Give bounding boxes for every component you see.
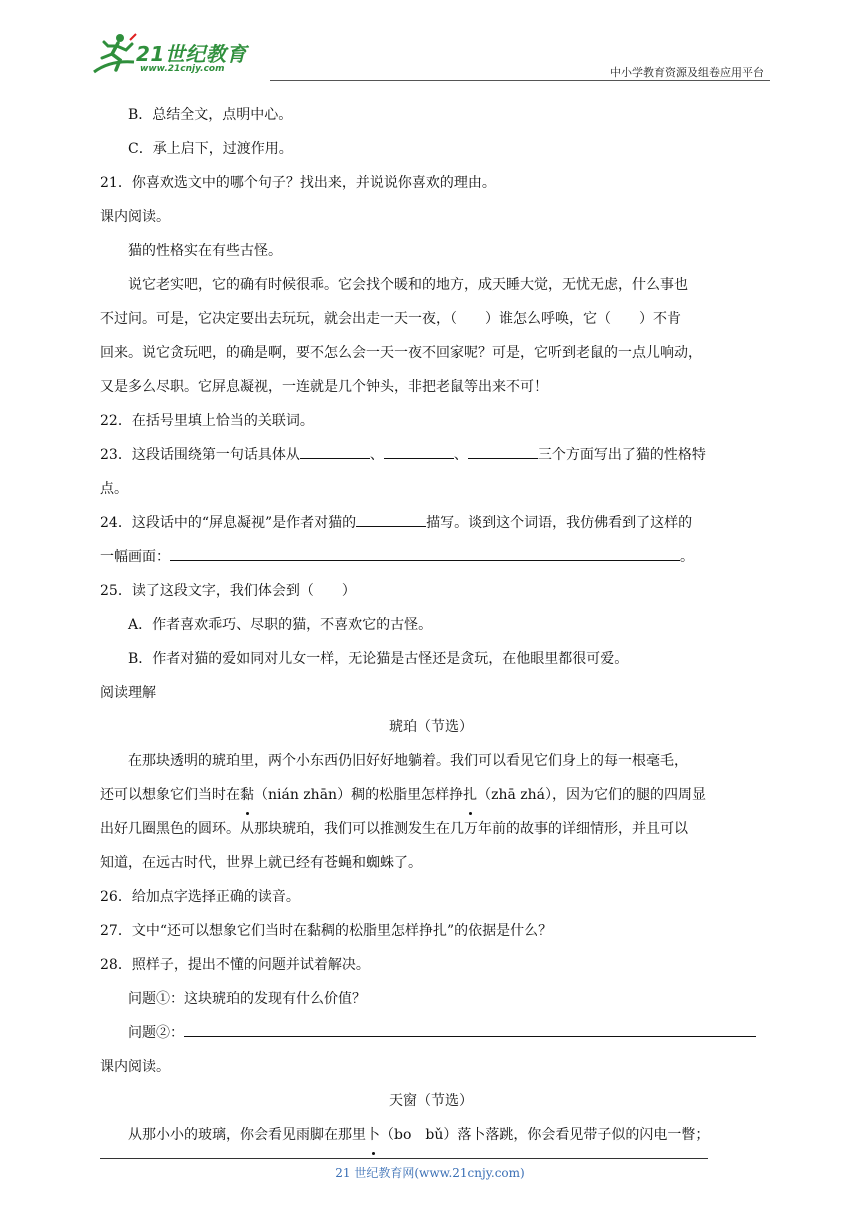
answer-blank[interactable] — [468, 440, 538, 459]
answer-blank[interactable] — [184, 1018, 756, 1037]
separator: 、 — [369, 447, 384, 463]
passage-line: 出好几圈黑色的圆环。从那块琥珀，我们可以推测发生在几万年前的故事的详细情形，并且可以 — [100, 821, 688, 837]
option-b-1: B．总结全文，点明中心。 — [128, 107, 293, 123]
passage-line: 说它老实吧，它的确有时候很乖。它会找个暖和的地方，成天睡大觉，无忧无虑，什么事也 — [128, 277, 688, 293]
question-21: 21．你喜欢选文中的哪个句子？找出来，并说说你喜欢的理由。 — [100, 175, 496, 191]
passage-text: （zhā zhá），因为它们的腿的四周显 — [477, 787, 707, 803]
question-23 — [100, 438, 762, 472]
logo-url: www.21cnjy.com — [140, 64, 225, 74]
passage-line: 在那块透明的琥珀里，两个小东西仍旧好好地躺着。我们可以看见它们身上的每一根毫毛， — [128, 753, 688, 769]
passage-text: 还可以想象它们当时在 — [100, 787, 240, 803]
passage-line: 又是多么尽职。它屏息凝视，一连就是几个钟头，非把老鼠等出来不可！ — [100, 379, 548, 395]
passage-line: 回来。说它贪玩吧，的确是啊，要不怎么会一天一夜不回家呢？可是，它听到老鼠的一点儿响动， — [100, 345, 702, 361]
question-24 — [100, 506, 762, 540]
site-logo — [90, 30, 260, 78]
question-24-text: 24．这段话中的“屏息凝视”是作者对猫的 — [100, 515, 357, 531]
period: 。 — [680, 549, 694, 565]
question-24-prompt: 一幅画面： — [100, 549, 170, 565]
example-question-1: 问题①：这块琥珀的发现有什么价值？ — [128, 991, 366, 1007]
separator: 、 — [453, 447, 468, 463]
page-footer: 21 世纪教育网(www.21cnjy.com) — [335, 1166, 525, 1180]
passage-line — [100, 778, 762, 812]
passage-line: 猫的性格实在有些古怪。 — [128, 243, 282, 259]
question-24-text-end: 描写。谈到这个词语，我仿佛看到了这样的 — [426, 515, 693, 531]
option-a-25: A．作者喜欢乖巧、尽职的猫，不喜欢它的古怪。 — [128, 617, 433, 633]
passage-title-skylight: 天窗（节选） — [389, 1093, 473, 1109]
dotted-char: 黏 — [240, 778, 254, 812]
answer-blank[interactable] — [356, 508, 426, 527]
platform-name: 中小学教育资源及组卷应用平台 — [610, 66, 764, 79]
passage-line: 不过问。可是，它决定要出去玩玩，就会出走一天一夜，（ ）谁怎么呼唤，它（ ）不肯 — [100, 311, 681, 327]
question-label: 问题②： — [128, 1025, 184, 1041]
answer-blank[interactable] — [384, 440, 454, 459]
answer-blank[interactable] — [300, 440, 370, 459]
passage-text: （nián zhān）稠的松脂里怎样挣 — [254, 787, 464, 803]
passage-title-amber: 琥珀（节选） — [389, 719, 473, 735]
passage-text: （bo bǔ）落卜落跳，你会看见带子似的闪电一瞥； — [380, 1127, 710, 1143]
question-27: 27．文中“还可以想象它们当时在黏稠的松脂里怎样挣扎”的依据是什么？ — [100, 923, 553, 939]
footer-rule — [100, 1158, 708, 1159]
question-23-cont: 点。 — [100, 481, 128, 497]
example-question-2 — [100, 1016, 762, 1050]
question-23-text: 23．这段话围绕第一句话具体从 — [100, 447, 300, 463]
dotted-char: 卜 — [366, 1118, 380, 1152]
passage-line — [100, 1118, 762, 1152]
runner-icon — [90, 32, 138, 76]
section-heading-2: 阅读理解 — [100, 685, 156, 701]
dotted-char: 扎 — [463, 778, 477, 812]
option-b-25: B．作者对猫的爱如同对儿女一样，无论猫是古怪还是贪玩，在他眼里都很可爱。 — [128, 651, 629, 667]
page-header — [90, 30, 770, 80]
question-28: 28．照样子，提出不懂的问题并试着解决。 — [100, 957, 370, 973]
question-23-text-end: 三个方面写出了猫的性格特 — [537, 447, 706, 463]
answer-blank[interactable] — [170, 542, 680, 561]
question-22: 22．在括号里填上恰当的关联词。 — [100, 413, 314, 429]
passage-line: 知道，在远古时代，世界上就已经有苍蝇和蜘蛛了。 — [100, 855, 422, 871]
logo-title: 21世纪教育 — [136, 42, 247, 66]
section-heading-1: 课内阅读。 — [100, 209, 170, 225]
document-body — [100, 98, 762, 1152]
option-c-1: C．承上启下，过渡作用。 — [128, 141, 293, 157]
passage-text: 从那小小的玻璃，你会看见雨脚在那里 — [128, 1127, 366, 1143]
question-26: 26．给加点字选择正确的读音。 — [100, 889, 300, 905]
header-rule — [270, 80, 770, 81]
question-24-cont — [100, 540, 762, 574]
section-heading-3: 课内阅读。 — [100, 1059, 170, 1075]
question-25: 25．读了这段文字，我们体会到（ ） — [100, 583, 356, 599]
